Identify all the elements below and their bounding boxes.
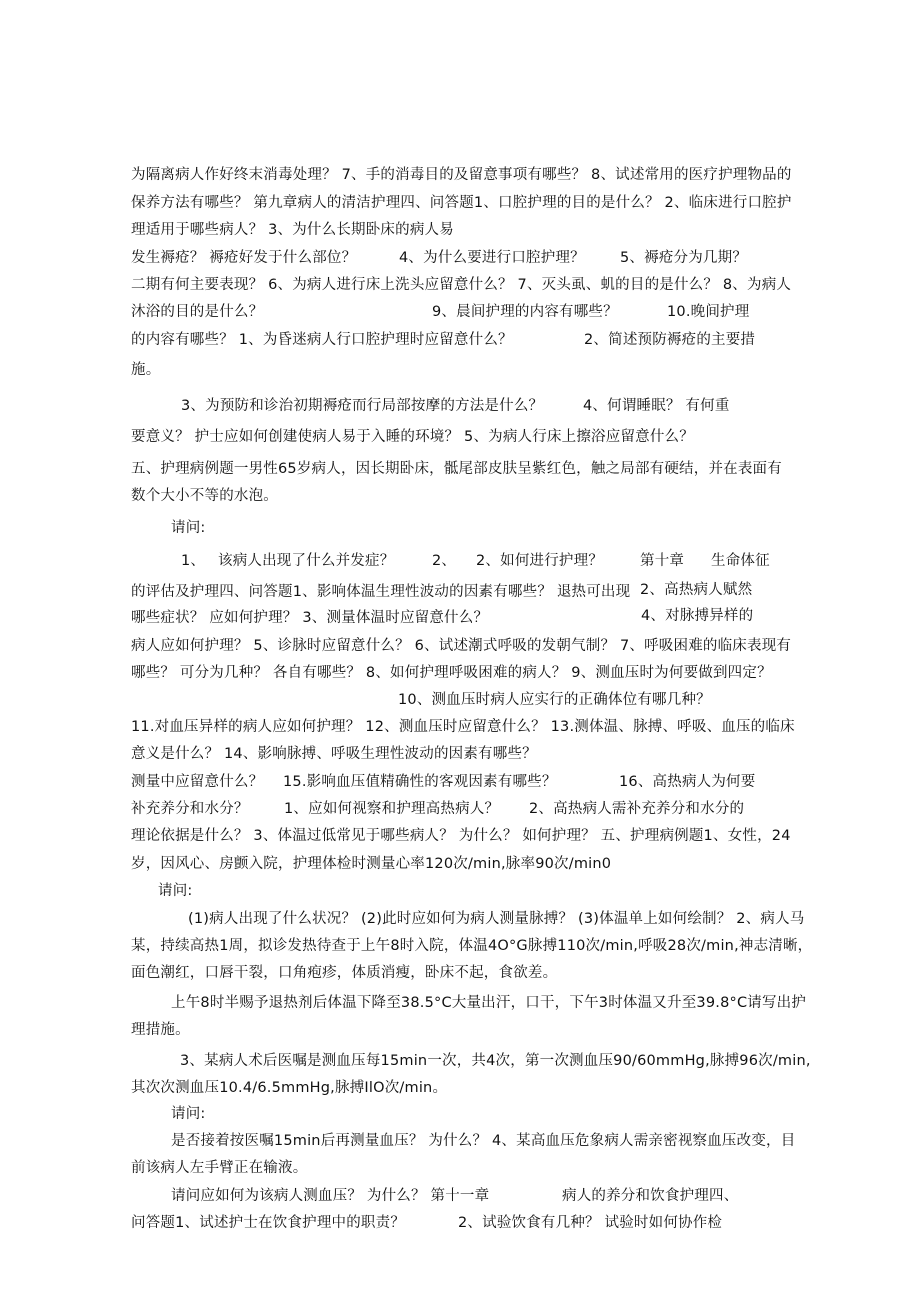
text-line: 4、对脉搏异样的	[641, 608, 754, 624]
text-line: 10.晚间护理	[667, 304, 750, 320]
text-line: 其次次测血压10.4/6.5mmHg,脉搏IlO次/min。	[131, 1080, 448, 1096]
text-line: 面色潮红，口唇干裂，口角疱疹，体质消瘦，卧床不起，食欲差。	[131, 965, 558, 981]
text-line: 是否接着按医嘱15min后再测量血压？ 为什么？ 4、某高血压危象病人需亲密视察血压改变，目	[171, 1133, 796, 1149]
text-line: 测量中应留意什么？	[131, 774, 264, 790]
text-line: 3、某病人术后医嘱是测血压每15min一次，共4次，第一次测血压90/60mmHg,脉搏96次/min,	[180, 1053, 811, 1069]
text-line: 哪些症状？ 应如何护理？ 3、测量体温时应留意什么？	[131, 610, 489, 626]
text-line: 意义是什么？ 14、影响脉搏、呼吸生理性波动的因素有哪些？	[131, 746, 537, 762]
text-line: 2、试验饮食有几种？ 试验时如何协作检	[458, 1215, 723, 1231]
text-line: 4、为什么要进行口腔护理？	[399, 250, 585, 266]
text-line: 理论依据是什么？ 3、体温过低常见于哪些病人？ 为什么？ 如何护理？ 五、护理病例题1、女性，24	[131, 828, 791, 844]
text-line: 沐浴的目的是什么？	[131, 304, 264, 320]
text-line: 4、何谓睡眠？ 有何重	[583, 398, 730, 414]
text-line: 病人的养分和饮食护理四、	[562, 1188, 739, 1204]
text-line: 的内容有哪些？ 1、为昏迷病人行口腔护理时应留意什么？	[131, 332, 513, 348]
text-line: 5、褥疮分为几期？	[620, 250, 748, 266]
text-line: 2、如何进行护理？	[476, 553, 604, 569]
text-line: 1、	[181, 553, 206, 569]
text-line: 请问:	[171, 1106, 206, 1122]
text-line: 保养方法有哪些？ 第九章病人的清洁护理四、问答题1、口腔护理的目的是什么？ 2、临床进行口腔护	[131, 195, 792, 211]
text-line: 某，持续高热1周，拟诊发热待查于上午8时入院，体温4O°G脉搏110次/min,呼吸28次/min,神志清晰，	[131, 938, 813, 954]
text-line: 理适用于哪些病人？ 3、为什么长期卧床的病人易	[131, 222, 454, 238]
text-line: 请问:	[171, 520, 206, 536]
text-line: 3、为预防和诊治初期褥疮而行局部按摩的方法是什么？	[181, 398, 544, 414]
text-line: 理措施。	[131, 1022, 190, 1038]
text-line: 岁，因风心、房颤入院，护理体检时测量心率120次/min,脉率90次/min0	[131, 856, 612, 872]
text-line: 1、应如何视察和护理高热病人？	[284, 801, 500, 817]
text-line: 11.对血压异样的病人应如何护理？ 12、测血压时应留意什么？ 13.测体温、脉搏、呼吸、血压的临床	[131, 719, 795, 735]
text-line: 发生褥疮？ 褥疮好发于什么部位？	[131, 250, 357, 266]
text-line: 10、测血压时病人应实行的正确体位有哪几种？	[398, 692, 711, 708]
text-line: 要意义？ 护士应如何创建使病人易于入睡的环境？ 5、为病人行床上擦浴应留意什么？	[131, 429, 694, 445]
text-line: 前该病人左手臂正在输液。	[131, 1160, 308, 1176]
text-line: 上午8时半赐予退热剂后体温下降至38.5°C大量出汗，口干，下午3时体温又升至39.8°C请写出护	[171, 995, 807, 1011]
text-line: 哪些？ 可分为几种？ 各自有哪些？ 8、如何护理呼吸困难的病人？ 9、测血压时为何要做到四定？	[131, 665, 772, 681]
text-line: 的评估及护理四、问答题1、影响体温生理性波动的因素有哪些？ 退热可出现	[131, 584, 631, 600]
text-line: 9、晨间护理的内容有哪些？	[432, 304, 618, 320]
text-line: 该病人出现了什么并发症？	[218, 553, 395, 569]
text-line: 2、高热病人赋然	[640, 582, 753, 598]
text-line: (1)病人出现了什么状况？ (2)此时应如何为病人测量脉搏？ (3)体温单上如何绘制？ 2、病人马	[188, 911, 805, 927]
text-line: 补充养分和水分？	[131, 801, 249, 817]
text-line: 施。	[131, 362, 161, 378]
text-line: 2、简述预防褥疮的主要措	[584, 332, 756, 348]
text-line: 数个大小不等的水泡。	[131, 488, 278, 504]
text-line: 16、高热病人为何要	[619, 774, 756, 790]
text-line: 第十章	[640, 553, 685, 569]
text-line: 请问:	[158, 883, 193, 899]
text-line: 二期有何主要表现？ 6、为病人进行床上洗头应留意什么？ 7、灭头虱、虮的目的是什么？ 8、为病人	[131, 277, 792, 293]
text-line: 为隔离病人作好终末消毒处理？ 7、手的消毒目的及留意事项有哪些？ 8、试述常用的医疗护理物品的	[131, 167, 792, 183]
text-line: 2、	[432, 553, 457, 569]
text-line: 2、高热病人需补充养分和水分的	[529, 801, 745, 817]
text-line: 生命体征	[711, 553, 770, 569]
text-line: 五、护理病例题一男性65岁病人，因长期卧床，骶尾部皮肤呈紫红色，触之局部有硬结，并在表面有	[131, 461, 782, 477]
text-line: 请问应如何为该病人测血压？ 为什么？ 第十一章	[171, 1188, 490, 1204]
text-line: 病人应如何护理？ 5、诊脉时应留意什么？ 6、试述潮式呼吸的发朝气制？ 7、呼吸困难的临床表现有	[131, 638, 792, 654]
text-line: 问答题1、试述护士在饮食护理中的职责？	[131, 1215, 406, 1231]
text-line: 15.影响血压值精确性的客观因素有哪些？	[283, 774, 557, 790]
